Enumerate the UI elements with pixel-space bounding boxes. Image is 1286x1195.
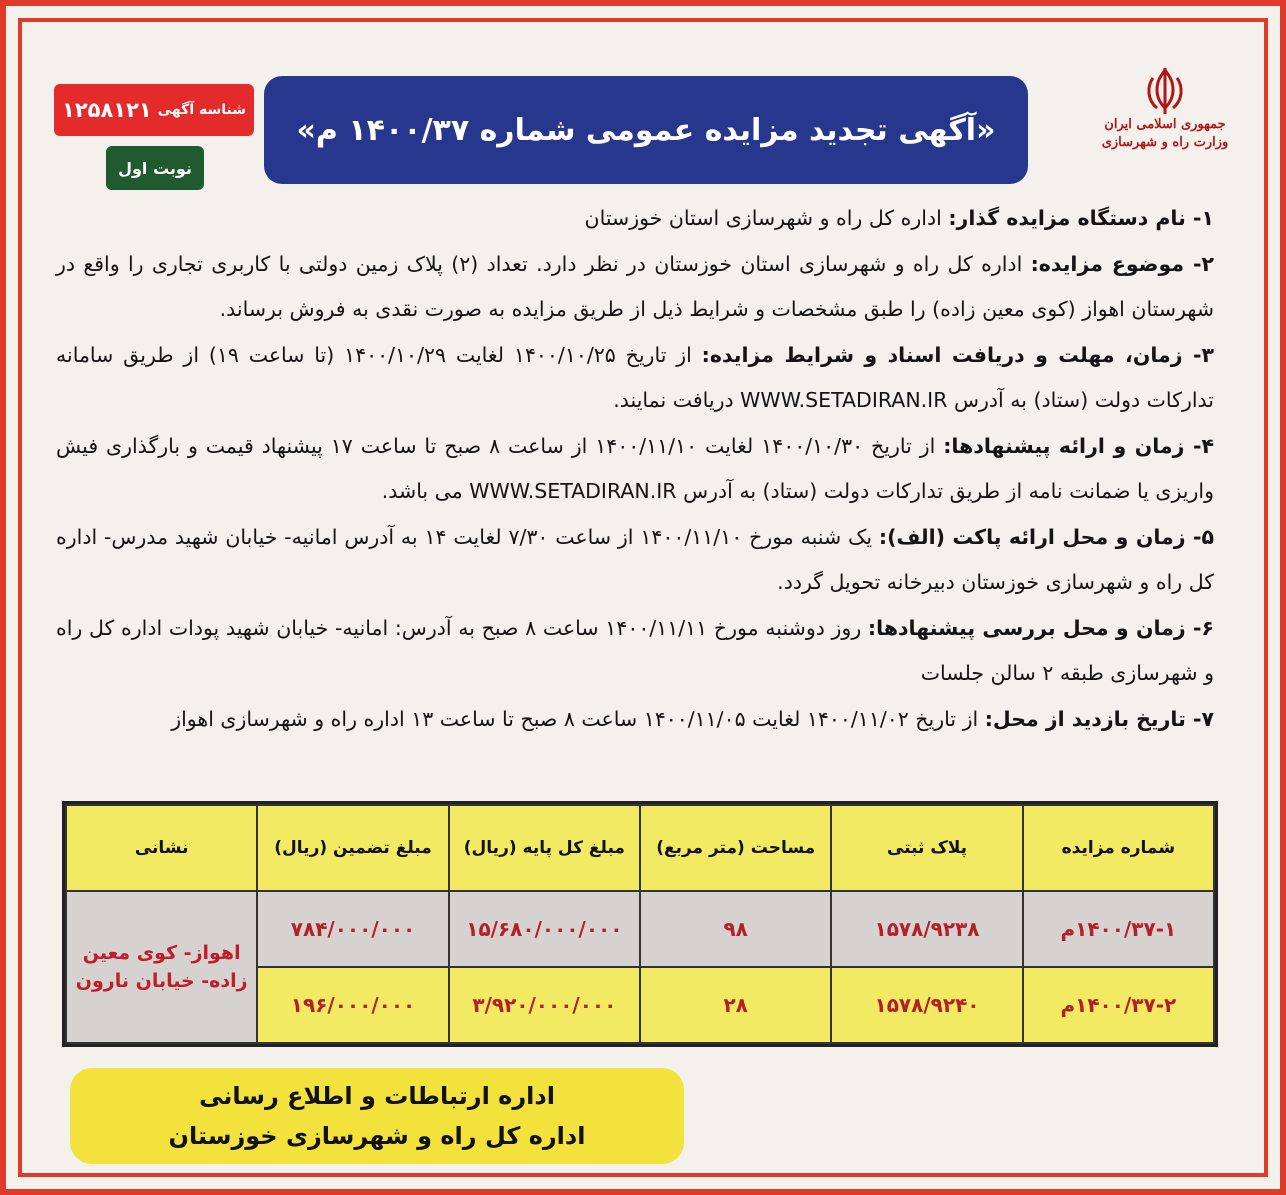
ad-id-value: ۱۲۵۸۱۲۱ <box>62 98 152 122</box>
section-text: یک شنبه مورخ ۱۴۰۰/۱۱/۱۰ از ساعت ۷/۳۰ لغایت ۱۴ به آدرس امانیه- خیابان شهید مدرس- اداره کل راه و شهرسازی خوزستان دبیرخانه تحویل گردد. <box>56 524 1214 594</box>
footer-box <box>70 1068 684 1164</box>
ad-id-label: شناسه آگهی <box>157 102 246 118</box>
section-text: از تاریخ ۱۴۰۰/۱۰/۲۵ لغایت ۱۴۰۰/۱۰/۲۹ (تا ساعت ۱۹) از طریق سامانه تدارکات دولت (ستاد) به آدرس WWW.SETADIRAN.IR دریافت نمایند. <box>56 342 1214 412</box>
section-text: روز دوشنبه مورخ ۱۴۰۰/۱۱/۱۱ ساعت ۸ صبح به آدرس: امانیه- خیابان شهید پودات اداره کل راه و شهرسازی طبقه ۲ سالن جلسات <box>56 615 1214 685</box>
cell-guarantee: ۷۸۴/۰۰۰/۰۰۰ <box>257 891 448 967</box>
cell-base-price: ۳/۹۲۰/۰۰۰/۰۰۰ <box>449 967 640 1043</box>
address-line-1: اهواز- کوی معین <box>82 942 241 964</box>
col-guarantee: مبلغ تضمین (ریال) <box>257 805 448 891</box>
footer-line-1: اداره ارتباطات و اطلاع رسانی <box>199 1082 555 1110</box>
col-registration-plate: پلاک ثبتی <box>831 805 1022 891</box>
section-3 <box>56 333 1214 424</box>
section-text: اداره کل راه و شهرسازی استان خوزستان <box>584 206 949 230</box>
table-header-row <box>66 805 1214 891</box>
iran-emblem-icon <box>1143 66 1187 116</box>
cell-plate: ۱۵۷۸/۹۲۴۰ <box>831 967 1022 1043</box>
section-7 <box>56 697 1214 743</box>
section-5 <box>56 515 1214 606</box>
section-heading: ۶- زمان و محل بررسی پیشنهادها: <box>867 615 1214 640</box>
cell-base-price: ۱۵/۶۸۰/۰۰۰/۰۰۰ <box>449 891 640 967</box>
ad-id-badge <box>54 84 254 136</box>
section-1 <box>56 196 1214 242</box>
cell-address <box>66 891 257 1043</box>
section-text: از تاریخ ۱۴۰۰/۱۰/۳۰ لغایت ۱۴۰۰/۱۱/۱۰ از ساعت ۸ صبح تا ساعت ۱۷ پیشنهاد قیمت و بارگذاری فیش واریزی یا ضمانت نامه از طریق تدارکات دولت (ستاد) به آدرس WWW.SETADIRAN.IR می باشد. <box>56 433 1214 503</box>
section-heading: ۵- زمان و محل ارائه پاکت (الف): <box>878 524 1215 549</box>
address-line-2: زاده- خیابان نارون <box>75 970 248 992</box>
title-banner <box>264 76 1028 184</box>
emblem-line-1: جمهوری اسلامی ایران <box>1104 117 1226 132</box>
col-base-price: مبلغ کل پایه (ریال) <box>449 805 640 891</box>
cell-area: ۲۸ <box>640 967 831 1043</box>
section-heading: ۳- زمان، مهلت و دریافت اسناد و شرایط مزایده: <box>701 342 1214 367</box>
section-2 <box>56 242 1214 333</box>
ministry-emblem <box>1090 66 1240 186</box>
section-6 <box>56 606 1214 697</box>
col-area: مساحت (متر مربع) <box>640 805 831 891</box>
cell-plate: ۱۵۷۸/۹۲۳۸ <box>831 891 1022 967</box>
cell-auction-number: ۱۴۰۰/۳۷-۱م <box>1023 891 1214 967</box>
cell-guarantee: ۱۹۶/۰۰۰/۰۰۰ <box>257 967 448 1043</box>
section-4 <box>56 424 1214 515</box>
cell-auction-number: ۱۴۰۰/۳۷-۲م <box>1023 967 1214 1043</box>
col-auction-number: شماره مزایده <box>1023 805 1214 891</box>
col-address: نشانی <box>66 805 257 891</box>
section-text: از تاریخ ۱۴۰۰/۱۱/۰۲ لغایت ۱۴۰۰/۱۱/۰۵ ساعت ۸ صبح تا ساعت ۱۳ اداره راه و شهرسازی اهواز <box>171 706 985 731</box>
section-heading: ۲- موضوع مزایده: <box>1030 251 1214 276</box>
cell-area: ۹۸ <box>640 891 831 967</box>
turn-badge: نوبت اول <box>106 146 204 190</box>
section-heading: ۷- تاریخ بازدید از محل: <box>984 706 1214 731</box>
section-text: اداره کل راه و شهرسازی استان خوزستان در نظر دارد. تعداد (۲) پلاک زمین دولتی با کاربری تجاری را واقع در شهرستان اهواز (کوی معین زاده) را طبق مشخصات و شرایط ذیل از طریق مزایده به صورت نقدی به فروش برساند. <box>56 251 1214 321</box>
footer-line-2: اداره کل راه و شهرسازی خوزستان <box>168 1122 586 1150</box>
emblem-line-2: وزارت راه و شهرسازی <box>1101 135 1229 150</box>
auction-table <box>62 801 1218 1047</box>
section-heading: ۴- زمان و ارائه پیشنهادها: <box>943 433 1214 458</box>
section-heading: ۱- نام دستگاه مزایده گذار: <box>948 206 1214 230</box>
table-row <box>66 891 1214 967</box>
page-title: «آگهی تجدید مزایده عمومی شماره ۱۴۰۰/۳۷ م» <box>296 112 996 148</box>
announcement-body <box>56 196 1214 742</box>
